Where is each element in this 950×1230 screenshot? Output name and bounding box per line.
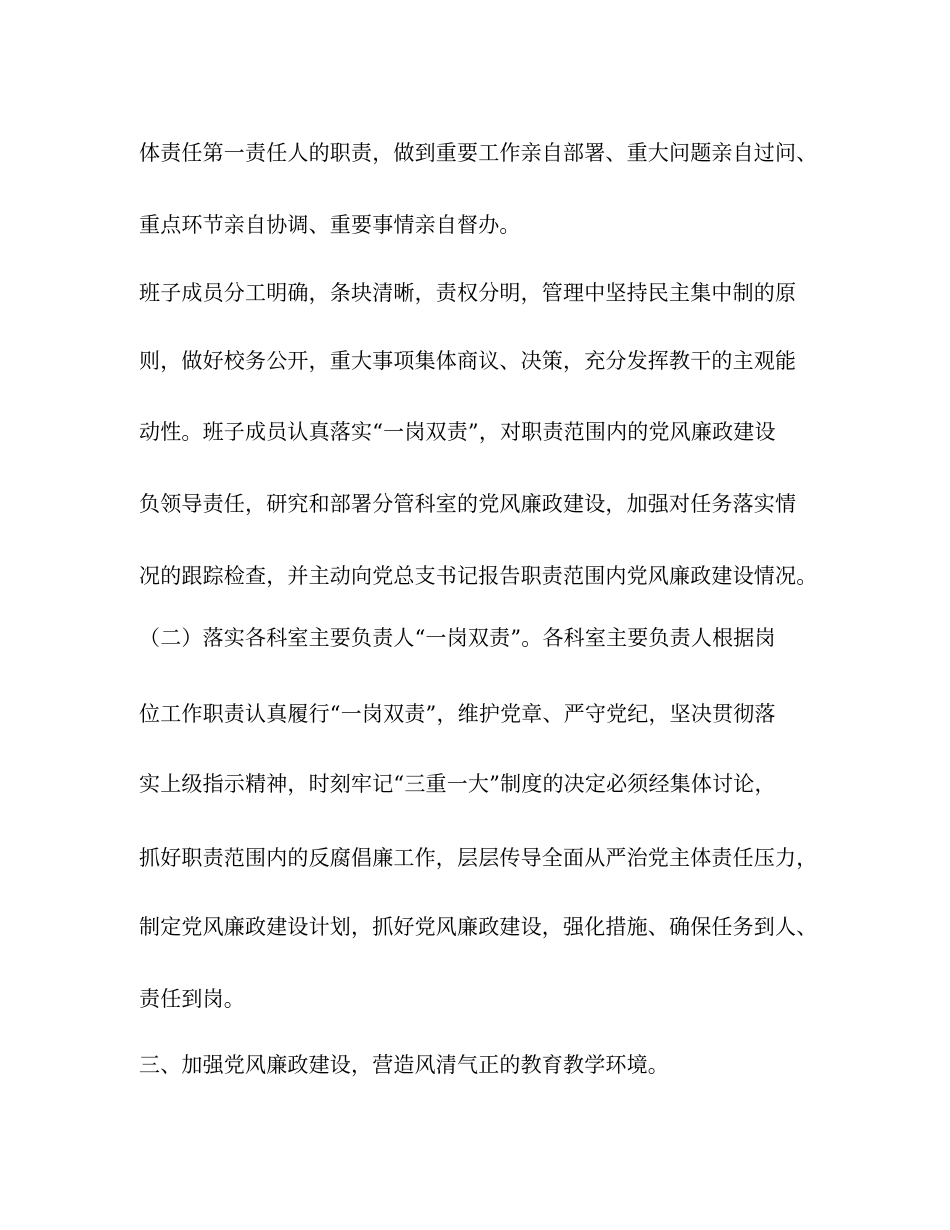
text-line: 动性。班子成员认真落实“一岗双责”，对职责范围内的党风廉政建设 <box>139 420 776 444</box>
text-line: 况的跟踪检查，并主动向党总支书记报告职责范围内党风廉政建设情况。 <box>139 564 818 588</box>
text-line: 制定党风廉政建设计划，抓好党风廉政建设，强化措施、确保任务到人、 <box>139 915 818 939</box>
text-line: 班子成员分工明确，条块清晰，责权分明，管理中坚持民主集中制的原 <box>139 281 797 305</box>
text-line: 重点环节亲自协调、重要事情亲自督办。 <box>139 213 521 237</box>
text-line: 体责任第一责任人的职责，做到重要工作亲自部署、重大问题亲自过问、 <box>139 141 818 165</box>
text-line: 则，做好校务公开，重大事项集体商议、决策，充分发挥教干的主观能 <box>139 349 797 373</box>
text-line: 三、加强党风廉政建设，营造风清气正的教育教学环境。 <box>139 1053 669 1077</box>
text-line: 抓好职责范围内的反腐倡廉工作，层层传导全面从严治党主体责任压力， <box>139 846 818 870</box>
text-line: 责任到岗。 <box>139 987 245 1011</box>
text-line: 负领导责任，研究和部署分管科室的党风廉政建设，加强对任务落实情 <box>139 492 797 516</box>
text-line: 实上级指示精神，时刻牢记“三重一大”制度的决定必须经集体讨论， <box>139 772 776 796</box>
text-line: （二）落实各科室主要负责人“一岗双责”。各科室主要负责人根据岗 <box>139 626 776 650</box>
text-line: 位工作职责认真履行“一岗双责”，维护党章、严守党纪，坚决贯彻落 <box>139 702 776 726</box>
